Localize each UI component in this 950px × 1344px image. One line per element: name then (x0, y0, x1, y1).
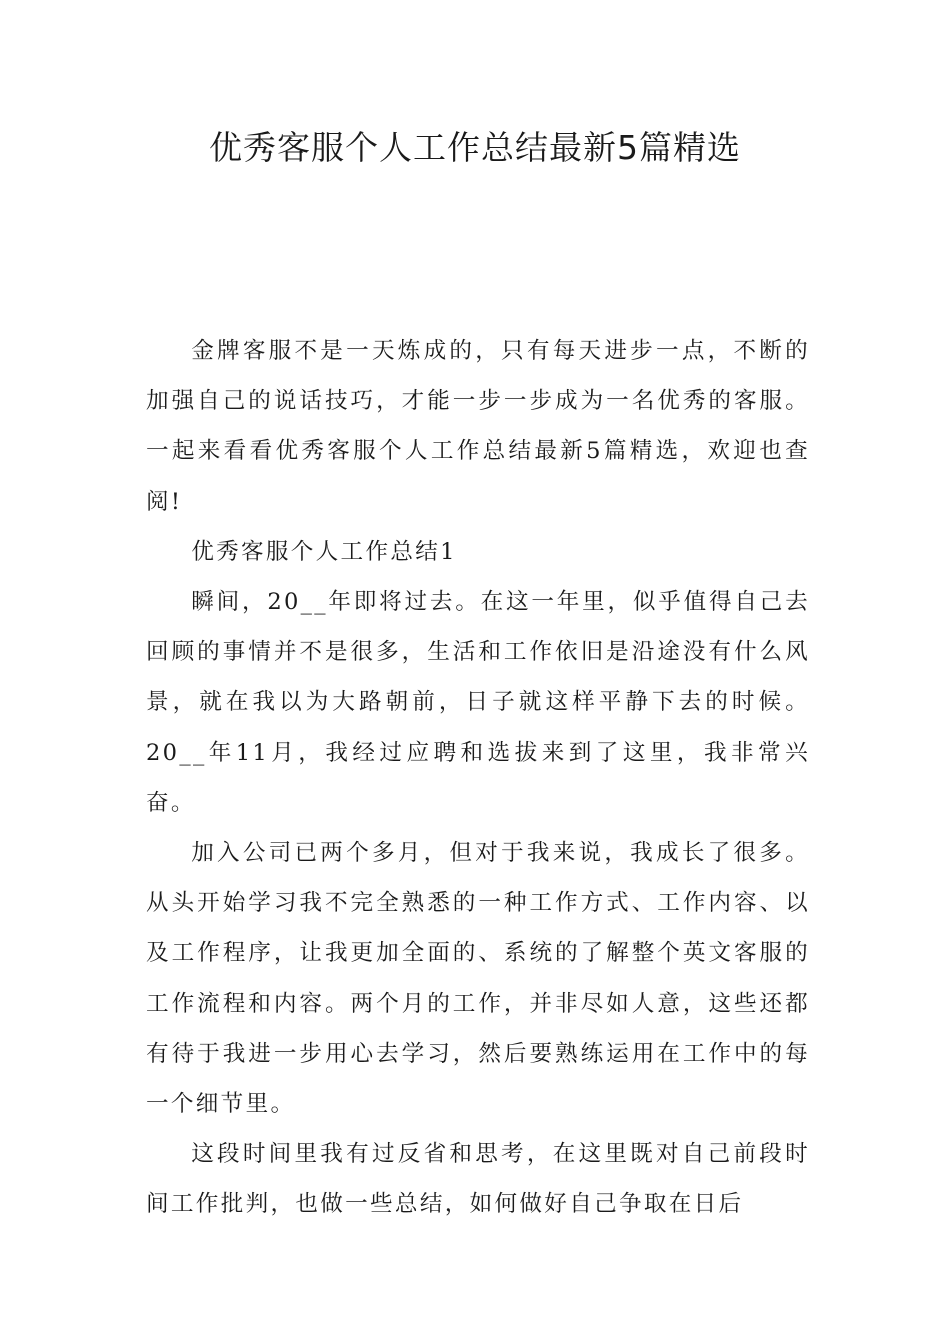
document-body (146, 326, 810, 1230)
section-heading: 优秀客服个人工作总结1 (191, 538, 457, 565)
body-paragraph: 这段时间里我有过反省和思考，在这里既对自己前段时间工作批判，也做一些总结，如何做好自己争取在日后 (146, 1141, 810, 1218)
document-title: 优秀客服个人工作总结最新5篇精选 (209, 128, 741, 167)
body-paragraph: 加入公司已两个多月，但对于我来说，我成长了很多。从头开始学习我不完全熟悉的一种工作方式、工作内容、以及工作程序，让我更加全面的、系统的了解整个英文客服的工作流程和内容。两个月的工作，并非尽如人意，这些还都有待于我进一步用心去学习，然后要熟练运用在工作中的每一个细节里。 (146, 840, 810, 1118)
intro-paragraph: 金牌客服不是一天炼成的，只有每天进步一点，不断的加强自己的说话技巧，才能一步一步成为一名优秀的客服。一起来看看优秀客服个人工作总结最新5篇精选，欢迎也查阅! (146, 338, 810, 515)
body-paragraph: 瞬间，20__年即将过去。在这一年里，似乎值得自己去回顾的事情并不是很多，生活和工作依旧是沿途没有什么风景，就在我以为大路朝前，日子就这样平静下去的时候。20__年11月，我经过应聘和选拔来到了这里，我非常兴奋。 (146, 589, 810, 816)
